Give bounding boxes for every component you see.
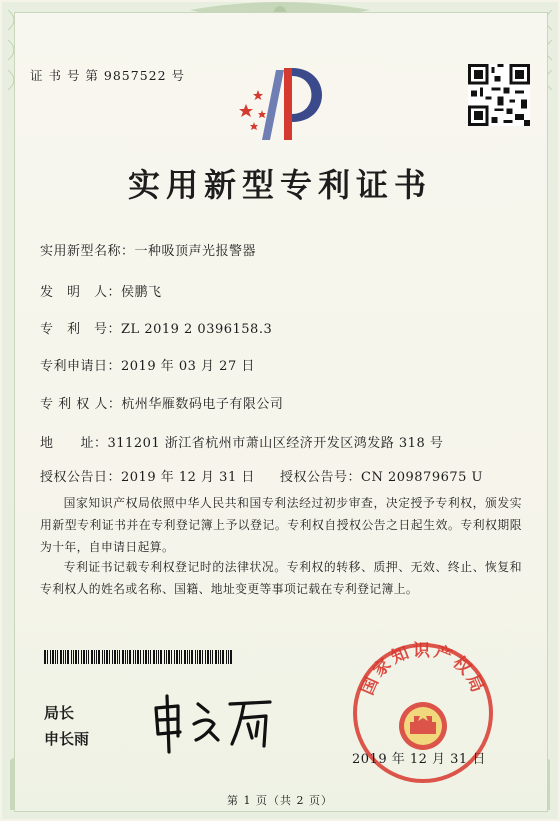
field-grant-date xyxy=(40,466,255,485)
field-label: 授权公告日： xyxy=(40,470,122,485)
field-publication-number xyxy=(280,466,483,485)
field-label: 地 址： xyxy=(40,436,108,451)
director-title: 局长 xyxy=(44,704,75,722)
seal-date: 2019 年 12 月 31 日 xyxy=(352,752,486,767)
svg-text:国家知识产权局 xyxy=(358,641,489,698)
page-number: 第 1 页（共 2 页） xyxy=(227,794,333,807)
field-utility-model-name xyxy=(40,240,256,259)
field-address xyxy=(40,432,443,451)
handwritten-signature xyxy=(148,690,278,754)
paragraph-legal-status: 专利证书记载专利权登记时的法律状况。专利权的转移、质押、无效、终止、恢复和专利权人的姓名或名称、国籍、地址变更等事项记载在专利登记簿上。 xyxy=(40,560,522,596)
field-patentee xyxy=(40,393,283,412)
field-inventor xyxy=(40,281,162,300)
field-patent-number xyxy=(40,318,272,337)
field-label: 授权公告号： xyxy=(280,470,362,485)
field-label: 发 明 人： xyxy=(40,285,122,300)
field-label: 实用新型名称： xyxy=(40,244,135,259)
director-name: 申长雨 xyxy=(44,730,90,748)
field-value: 杭州华雁数码电子有限公司 xyxy=(121,397,284,412)
field-label: 专 利 权 人： xyxy=(40,397,122,412)
field-value: 一种吸顶声光报警器 xyxy=(134,244,257,259)
field-label: 专 利 号： xyxy=(40,322,122,337)
paragraph-grant-statement: 国家知识产权局依照中华人民共和国专利法经过初步审查，决定授予专利权，颁发实用新型专利证书并在专利登记簿上予以登记。专利权自授权公告之日起生效。专利权期限为十年，自申请日起算。 xyxy=(40,496,522,554)
patent-office-logo xyxy=(232,60,332,144)
certificate-title: 实用新型专利证书 xyxy=(127,166,432,204)
field-value: CN 209879675 U xyxy=(361,470,483,485)
field-value: 2019 年 12 月 31 日 xyxy=(121,470,255,485)
barcode xyxy=(44,650,234,664)
field-label: 专利申请日： xyxy=(40,359,122,374)
field-value: ZL 2019 2 0396158.3 xyxy=(121,322,273,337)
field-value: 侯鹏飞 xyxy=(121,285,162,300)
certificate-number: 证 书 号 第 9857522 号 xyxy=(30,68,186,83)
field-application-date xyxy=(40,355,255,374)
qr-code xyxy=(468,64,530,126)
field-value: 311201 浙江省杭州市萧山区经济开发区鸿发路 318 号 xyxy=(107,436,444,451)
seal-text: 国家知识产权局 xyxy=(357,640,489,699)
field-value: 2019 年 03 月 27 日 xyxy=(121,359,255,374)
